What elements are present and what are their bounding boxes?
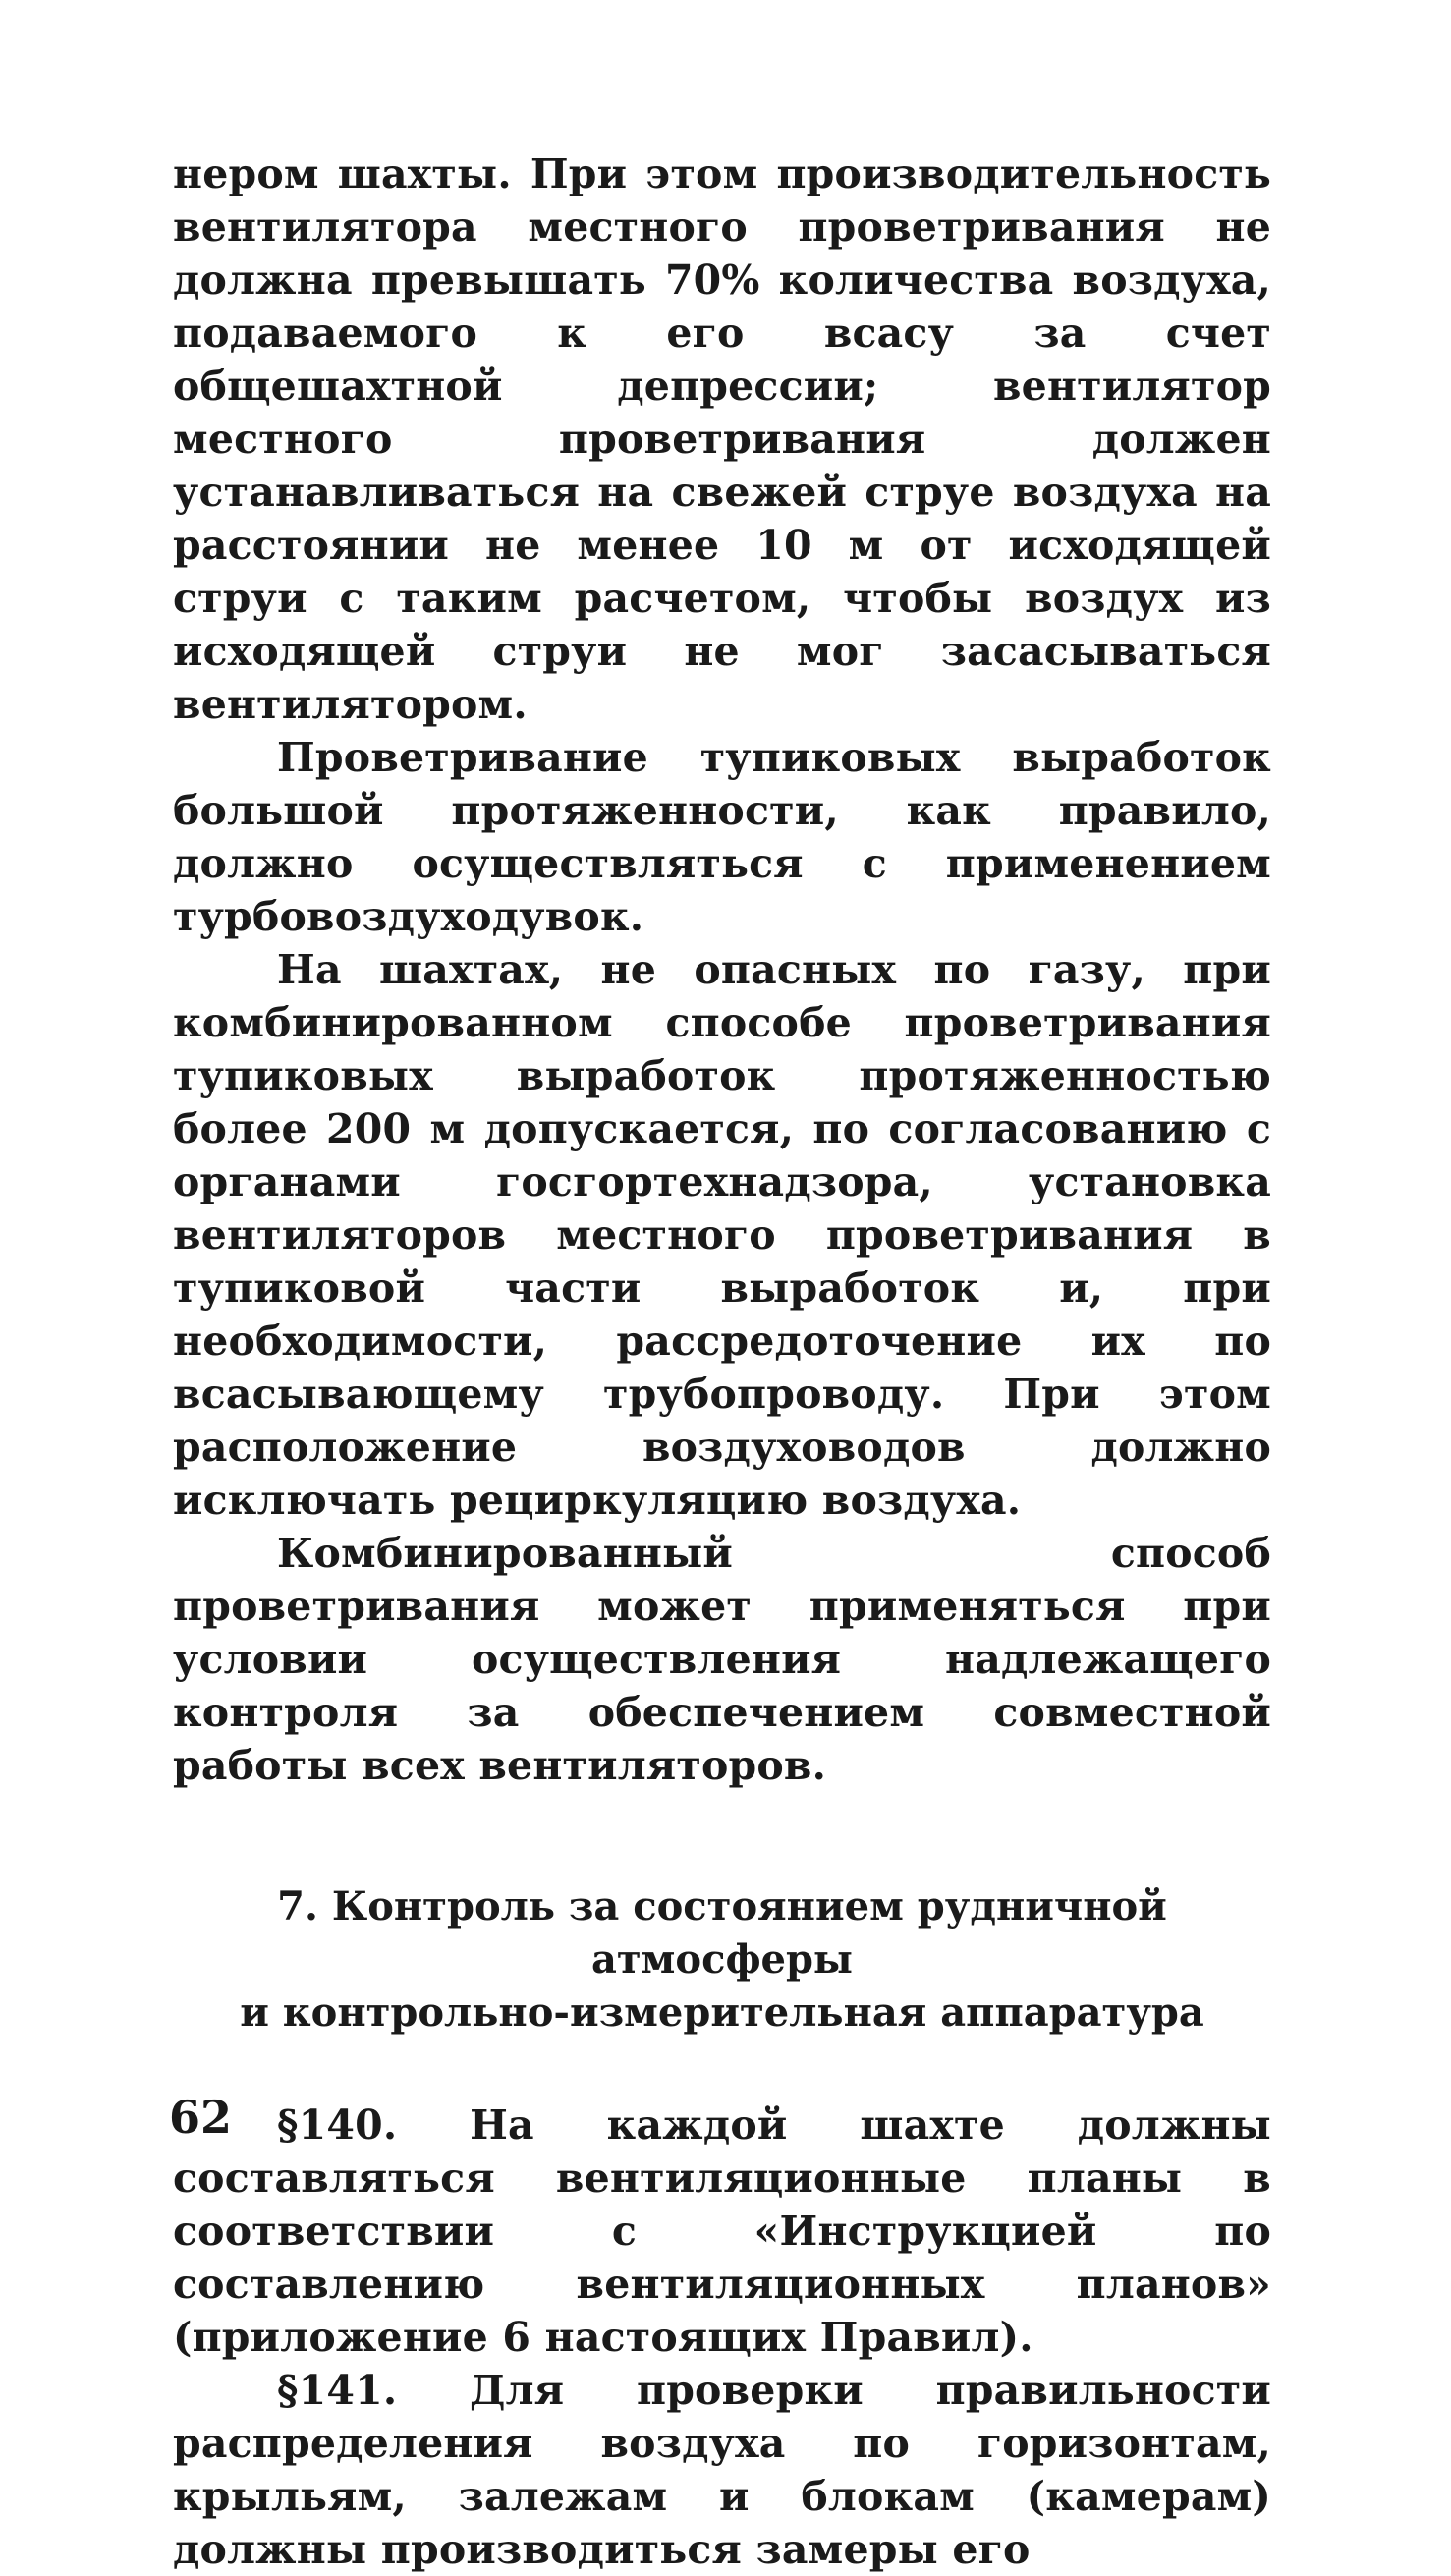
paragraph-combined-method: Комбинированный способ проветривания может применяться при условии осуществления надлежащего контроля за обеспечением совместной работы всех вентиляторов. bbox=[173, 1530, 1271, 1789]
paragraph-section-141: §141. Для проверки правильности распределения воздуха по горизонтам, крыльям, залежам и блокам (камерам) должны производиться замеры его bbox=[173, 2367, 1271, 2573]
page-number: 62 bbox=[169, 2091, 233, 2144]
section-heading-line-2: и контрольно-измерительная аппаратура bbox=[240, 1989, 1204, 2036]
paragraph-continuation: нером шахты. При этом производительность вентилятора местного проветривания не должна превышать 70% количества воздуха, подаваемого к его всасу за счет общешахтной депрессии; вентилятор местного проветривания должен устанавливаться на свежей струе воздуха на расстоянии не менее 10 м от исходящей струи с таким расчетом, чтобы воздух из исходящей струи не мог засасываться вентилятором. bbox=[173, 150, 1271, 728]
section-heading bbox=[173, 1880, 1271, 2040]
paragraph-non-gassy-mines: На шахтах, не опасных по газу, при комбинированном способе проветривания тупиковых выработок протяженностью более 200 м допускается, по согласованию с органами госгортехнадзора, установка вентиляторов местного проветривания в тупиковой части выработок и, при необходимости, рассредоточение их по всасывающему трубопроводу. При этом расположение воздуховодов должно исключать рециркуляцию воздуха. bbox=[173, 946, 1271, 1524]
paragraph-dead-end-ventilation: Проветривание тупиковых выработок большой протяженности, как правило, должно осуществляться с применением турбовоздуходувок. bbox=[173, 734, 1271, 940]
page-body bbox=[173, 147, 1271, 2576]
paragraph-section-140: §140. На каждой шахте должны составляться вентиляционные планы в соответствии с «Инструкцией по составлению вентиляционных планов» (приложение 6 настоящих Правил). bbox=[173, 2101, 1271, 2361]
section-heading-line-1: 7. Контроль за состоянием рудничной атмосферы bbox=[277, 1883, 1167, 1983]
